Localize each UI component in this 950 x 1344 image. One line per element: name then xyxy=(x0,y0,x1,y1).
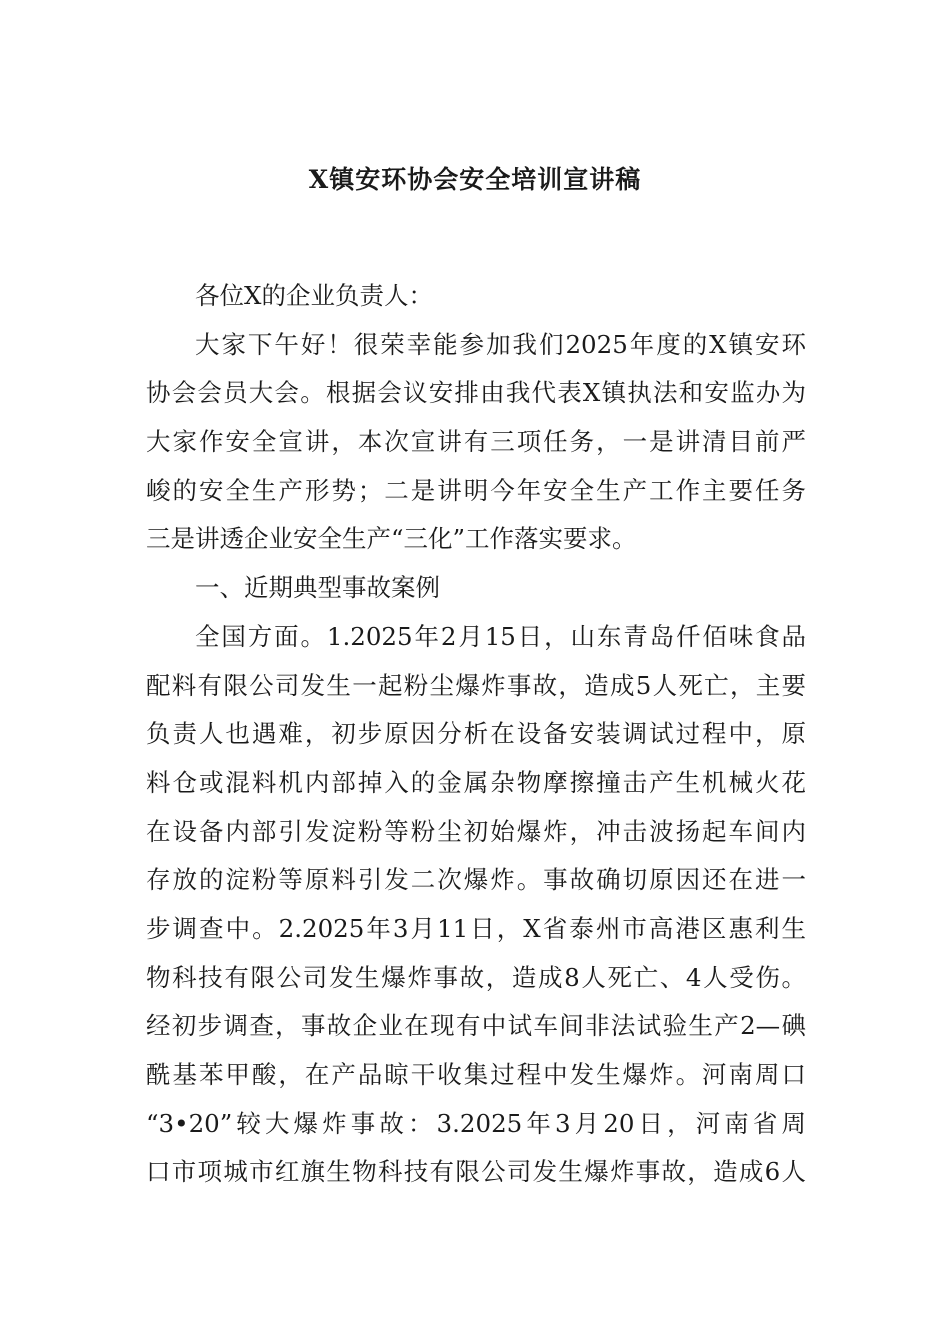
paragraph-line: 经初步调查，事故企业在现有中试车间非法试验生产2—碘 xyxy=(146,1011,806,1041)
paragraph-line: 酰基苯甲酸，在产品晾干收集过程中发生爆炸。河南周口 xyxy=(146,1060,806,1089)
paragraph-line: 负责人也遇难，初步原因分析在设备安装调试过程中，原 xyxy=(146,719,806,749)
paragraph-line: 三是讲透企业安全生产“三化”工作落实要求。 xyxy=(146,524,637,554)
paragraph-line: 配料有限公司发生一起粉尘爆炸事故，造成5人死亡，主要 xyxy=(146,670,806,700)
paragraph-line: 物科技有限公司发生爆炸事故，造成8人死亡、4人受伤。 xyxy=(146,962,806,992)
paragraph-line: 峻的安全生产形势；二是讲明今年安全生产工作主要任务 xyxy=(146,475,806,505)
document-body xyxy=(146,272,806,1197)
document-title: X镇安环协会安全培训宣讲稿 xyxy=(308,165,642,194)
section-heading: 一、近期典型事故案例 xyxy=(195,573,440,603)
paragraph-line: “3•20”较大爆炸事故：3.2025年3月20日，河南省周 xyxy=(146,1108,806,1138)
paragraph-line: 存放的淀粉等原料引发二次爆炸。事故确切原因还在进一 xyxy=(146,865,806,895)
paragraph-line: 大家下午好！很荣幸能参加我们2025年度的X镇安环 xyxy=(195,329,806,359)
salutation-line: 各位X的企业负责人： xyxy=(195,281,433,310)
paragraph-line: 大家作安全宣讲，本次宣讲有三项任务，一是讲清目前严 xyxy=(146,427,806,457)
paragraph-line: 协会会员大会。根据会议安排由我代表X镇执法和安监办为 xyxy=(146,378,806,408)
paragraph-line: 口市项城市红旗生物科技有限公司发生爆炸事故，造成6人 xyxy=(146,1157,806,1187)
paragraph-line: 在设备内部引发淀粉等粉尘初始爆炸，冲击波扬起车间内 xyxy=(146,816,806,846)
paragraph-line: 料仓或混料机内部掉入的金属杂物摩擦撞击产生机械火花 xyxy=(146,767,806,797)
paragraph-line: 全国方面。1.2025年2月15日，山东青岛仟佰味食品 xyxy=(195,621,806,651)
paragraph-line: 步调查中。2.2025年3月11日，X省泰州市高港区惠利生 xyxy=(146,913,806,943)
